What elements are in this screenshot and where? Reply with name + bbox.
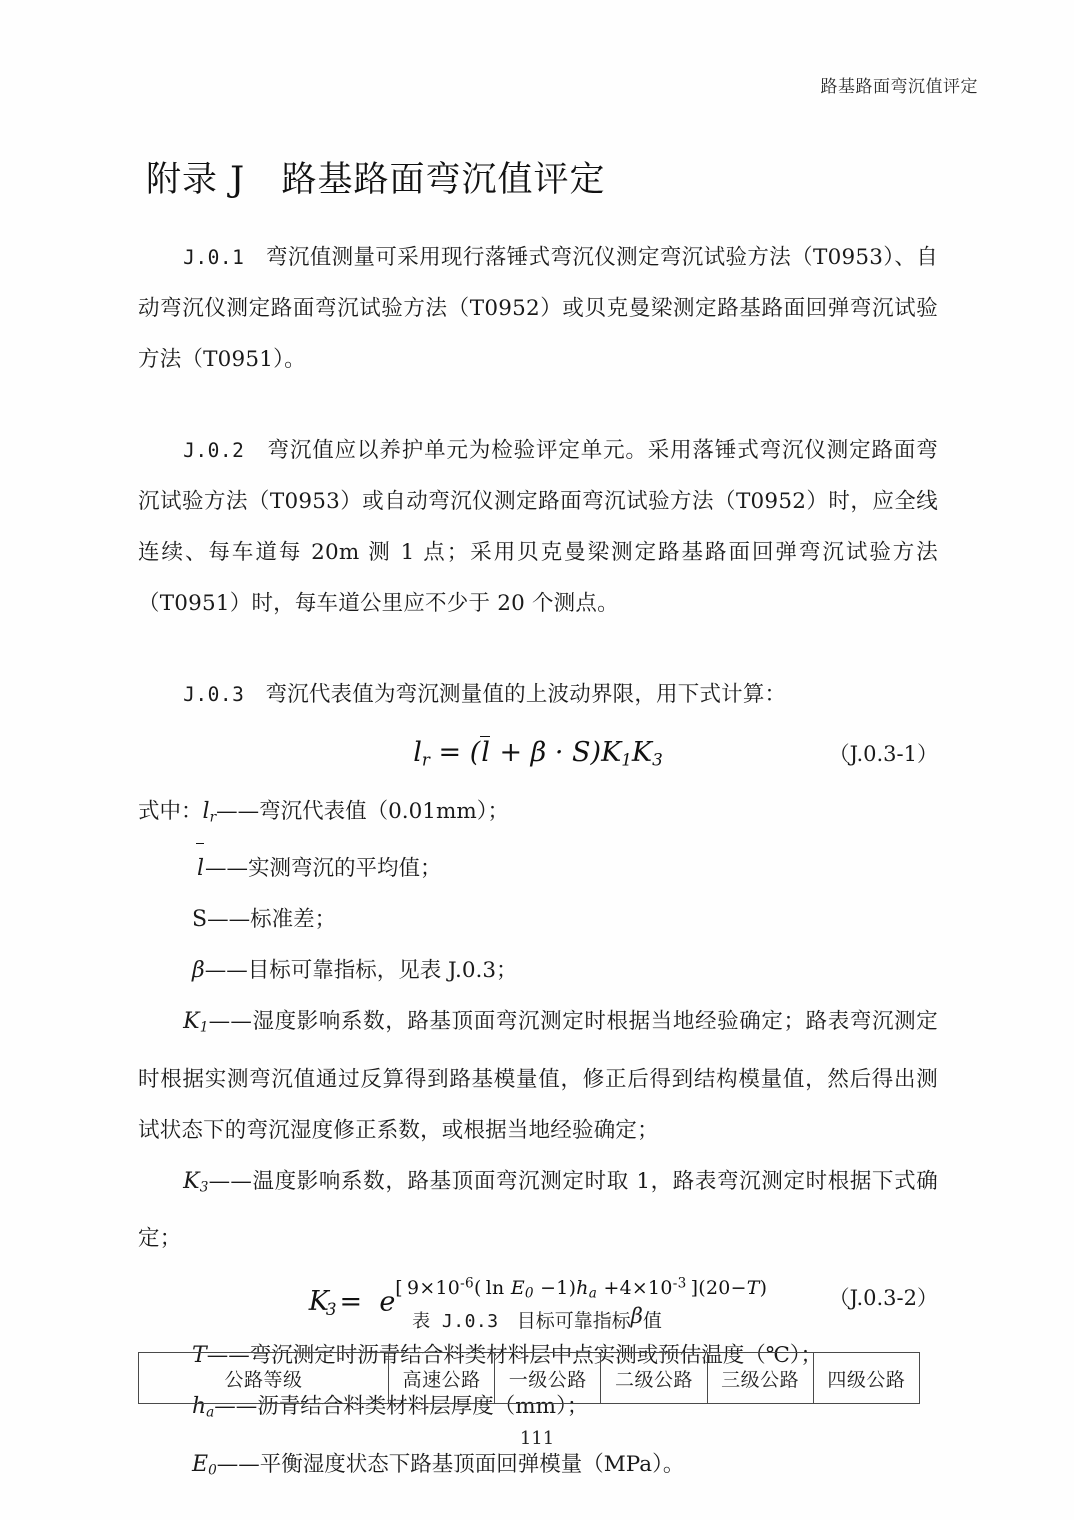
definition-k3: [138, 1156, 938, 1264]
running-header: 路基路面弯沉值评定: [820, 77, 978, 97]
table-cell-highway-grade-2: 一级公路: [495, 1353, 601, 1404]
table-caption: [0, 1304, 1074, 1333]
definition-text-k3: ——温度影响系数，路基顶面弯沉测定时取 1，路表弯沉测定时根据下式确定；: [138, 1168, 938, 1252]
table-caption-text: 目标可靠指标: [516, 1309, 631, 1332]
page-number: 111: [519, 1428, 555, 1449]
clause-j01: [138, 232, 938, 385]
clause-text-j03: 弯沉代表值为弯沉测量值的上波动界限，用下式计算：: [265, 682, 787, 707]
beta-value-table: [138, 1352, 920, 1404]
definition-k1: [138, 996, 938, 1155]
symbol-ha: $h_a$: [192, 1394, 215, 1421]
table-row-header: 公路等级: [139, 1353, 389, 1404]
definition-text-e0: ——平衡湿度状态下路基顶面回弹模量（MPa）。: [216, 1451, 685, 1477]
definition-lbar: [138, 843, 938, 894]
definition-text-k1: ——湿度影响系数，路基顶面弯沉测定时根据当地经验确定；路表弯沉测定时根据实测弯沉值通过反算得到路基模量值，修正后得到结构模量值，然后得出测试状态下的弯沉湿度修正系数，或根据当地经验确定；: [138, 1009, 938, 1143]
spacer: [138, 629, 938, 669]
formula-label-j031: （J.0.3-1）: [828, 742, 938, 766]
definitions-intro: 式中：: [138, 799, 203, 824]
symbol-beta: β: [192, 958, 205, 984]
symbol-k3: $K_3$: [183, 1168, 209, 1196]
formula-label-j032: （J.0.3-2）: [828, 1286, 938, 1311]
clause-number-j01: J.0.1: [183, 246, 245, 269]
table-caption-number: 表 J.0.3: [412, 1310, 499, 1332]
definition-text-beta: ——目标可靠指标，见表 J.0.3；: [204, 958, 518, 984]
clause-number-j02: J.0.2: [183, 439, 245, 462]
symbol-s: S: [192, 907, 208, 933]
definition-text-lr: ——弯沉代表值（0.01mm）；: [216, 799, 509, 824]
table-cell-highway-grade-4: 三级公路: [707, 1353, 813, 1404]
symbol-k1: $K_1$: [183, 1009, 209, 1036]
definition-beta: [138, 945, 938, 996]
clause-j02: [138, 425, 938, 629]
page-title: 附录 J 路基路面弯沉值评定: [146, 160, 606, 200]
formula-j032: $K_3 = e^{[ 9\times 10^{-6}( ln E_0 -1)h_a +4\times 10^{-3} ](20-T)}$: [308, 1275, 768, 1319]
formula-row-j031: [138, 720, 938, 786]
symbol-l-bar: l: [196, 856, 205, 881]
definition-text-lbar: ——实测弯沉的平均值；: [205, 856, 442, 882]
symbol-t: T: [192, 1343, 207, 1369]
table-caption-text-after: 值: [642, 1309, 662, 1332]
spacer: [138, 385, 938, 425]
symbol-lr: $l_r$: [202, 799, 217, 826]
clause-number-j03: J.0.3: [183, 683, 245, 706]
table-row: [139, 1353, 920, 1404]
table-caption-beta-symbol: β: [630, 1304, 643, 1328]
clause-text-j02: 弯沉值应以养护单元为检验评定单元。采用落锤式弯沉仪测定路面弯沉试验方法（T0953）或自动弯沉仪测定路面弯沉试验方法（T0952）时，应全线连续、每车道每 20m 测 1 点；采用贝克曼梁测定路基路面回弹弯沉试验方法（T0951）时，每车道公里应不少于 20 个测点。: [138, 438, 938, 616]
definition-text-s: ——标准差；: [207, 907, 337, 933]
definition-s: [138, 894, 938, 945]
definition-text-t: ——弯沉测定时沥青结合料类材料层中点实测或预估温度（℃）；: [206, 1343, 822, 1369]
definition-intro-line: [138, 786, 938, 843]
table-cell-highway-grade-3: 二级公路: [601, 1353, 707, 1404]
symbol-e0: $E_0$: [192, 1451, 217, 1479]
table-cell-highway-grade-5: 四级公路: [813, 1353, 919, 1404]
clause-j03: [138, 669, 938, 720]
table-cell-highway-grade-1: 高速公路: [389, 1353, 495, 1404]
formula-j031: $l_r = (l + \beta \cdot S)K_1K_3$: [413, 736, 663, 770]
clause-text-j01: 弯沉值测量可采用现行落锤式弯沉仪测定弯沉试验方法（T0953）、自动弯沉仪测定路面弯沉试验方法（T0952）或贝克曼梁测定路基路面回弹弯沉试验方法（T0951）。: [138, 245, 938, 372]
definition-text-ha: ——沥青结合料类材料层厚度（mm）；: [214, 1394, 589, 1420]
